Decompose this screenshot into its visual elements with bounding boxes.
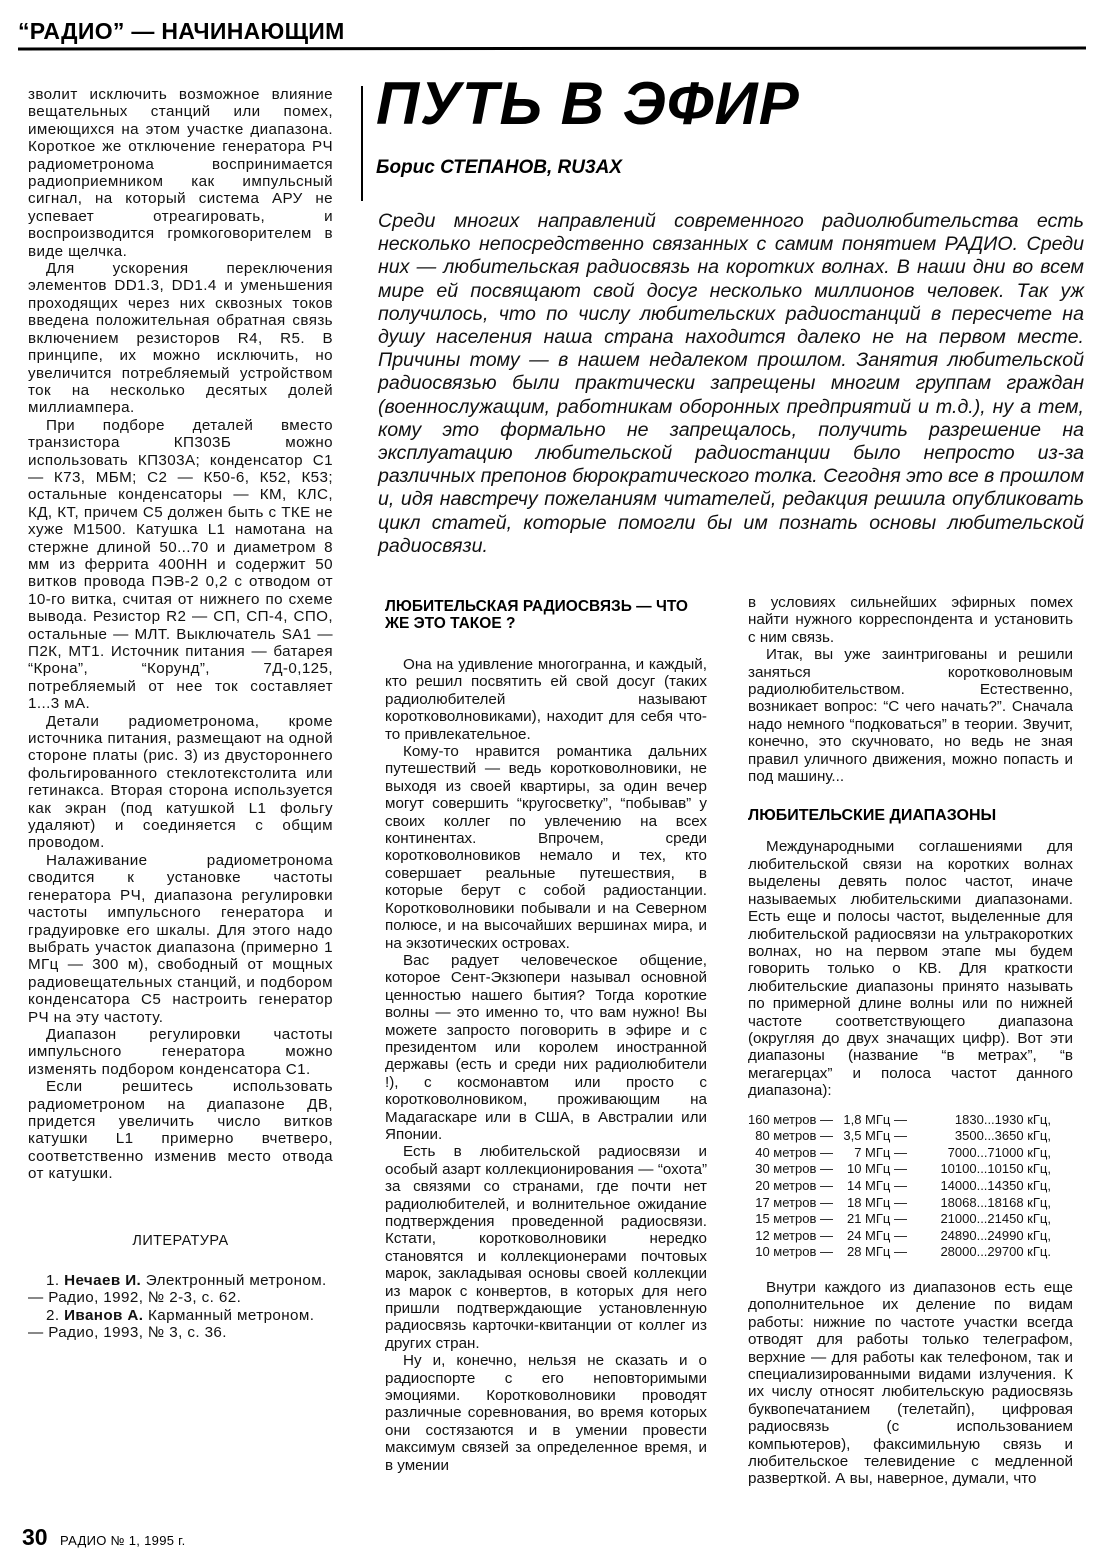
band-mhz: 18 МГц — <box>846 1194 907 1210</box>
band-meters: 20 метров — <box>755 1177 833 1193</box>
band-mhz: 10 МГц — <box>846 1161 907 1177</box>
band-row <box>748 1244 1051 1261</box>
band-mhz: 3,5 МГц — <box>843 1128 907 1144</box>
band-range: 28000...29700 кГц. <box>940 1244 1051 1260</box>
paragraph: Она на удивление многогранна, и каждый, кто решил посвятить ей свой досуг (таких радиолюбителей называют коротковолновиками), находит для себя что-то привлекательное. <box>385 656 707 743</box>
literature-item-text: Карманный метроном. — Радио, 1993, № 3, с. 36. <box>28 1306 315 1342</box>
paragraph: Международными соглашениями для любительской связи на коротких волнах выделены девять полос частот, иначе называемых любительскими диапазонами. Есть еще и полосы частот, выделенные для любительской радиосвязи на ультракоротких волнах, но на первом этапе мы будем говорить только о КВ. Для краткости любительские диапазоны принято называть по примерной длине волны или по нижней частоте соответствующего диапазона (округляя до двух значащих цифр). Вот эти диапазоны (название “в метрах”, “в мегагерцах” и полоса частот данного диапазона): <box>748 838 1073 1100</box>
section-heading-bands: ЛЮБИТЕЛЬСКИЕ ДИАПАЗОНЫ <box>748 807 997 825</box>
middle-column <box>385 656 707 1474</box>
literature-item <box>28 1272 333 1307</box>
band-row <box>748 1128 1051 1145</box>
literature-item <box>28 1307 333 1342</box>
band-meters: 12 метров — <box>755 1227 833 1243</box>
article-lead: Среди многих направлений современного радиолюбительства есть несколько непосредственно связанных с самим понятием РАДИО. Среди них — любительская радиосвязь на коротких волнах. В наши дни во всем мире ей посвящают свой досуг несколько миллионов человек. Так уж получилось, что по числу любительских радиостанций в пересчете на душу населения наша страна находится далеко не на первом месте. Причины тому — в нашем недалеком прошлом. Занятия любительской радиосвязью были практически запрещены многим группам граждан (военнослужащим, работникам оборонных предприятий и т.д.), ну а тем, кому это формально не запрещалось, получить разрешение на эксплуатацию любительской радиостанции было непросто из-за различных препонов бюрократического толка. Сегодня это все в прошлом и, идя навстречу пожеланиям читателей, редакция решила опубликовать цикл статей, которые помогли бы им познать основы любительской радиосвязи. <box>378 210 1085 557</box>
paragraph: в условиях сильнейших эфирных помех найти нужного корреспондента и установить с ним связь. <box>748 594 1073 646</box>
section-heading-what-is: ЛЮБИТЕЛЬСКАЯ РАДИОСВЯЗЬ — ЧТО ЖЕ ЭТО ТАКОЕ ? <box>385 598 688 632</box>
article-byline: Борис СТЕПАНОВ, RU3AX <box>376 157 622 178</box>
paragraph: Для ускорения переключения элементов DD1.3, DD1.4 и уменьшения проходящих через них сквозных токов введена положительная обратная связь включением резисторов R4, R5. В принципе, их можно исключить, но увеличится потребляемый устройством ток на несколько десятых долей миллиампера. <box>28 260 333 417</box>
band-mhz: 7 МГц — <box>854 1144 907 1160</box>
band-range: 21000...21450 кГц, <box>940 1211 1051 1227</box>
band-row <box>748 1211 1051 1228</box>
literature-heading: ЛИТЕРАТУРА <box>132 1232 229 1249</box>
band-range: 1830...1930 кГц, <box>954 1111 1051 1127</box>
band-meters: 30 метров — <box>755 1161 833 1177</box>
band-mhz: 14 МГц — <box>846 1177 907 1193</box>
paragraph: зволит исключить возможное влияние вещательных станций или помех, имеющихся на этом участке диапазона. Короткое же отключение генератора РЧ радиометронома воспринимается радиоприемником как импульсный сигнал, на который система АРУ не успевает отреагировать, и воспроизводится громкоговорителем в виде щелчка. <box>28 86 333 260</box>
paragraph: Налаживание радиометронома сводится к установке частоты генератора РЧ, диапазона регулировки частоты импульсного генератора и градуировке его шкалы. Для этого надо выбрать участок диапазона (примерно 1 МГц — 300 м), свободный от мощных радиовещательных станций, и подбором конденсатора С5 настроить генератор РЧ на эту частоту. <box>28 851 333 1026</box>
paragraph: Кому-то нравится романтика дальних путешествий — ведь коротковолновики, не выходя из своей квартиры, за один вечер могут совершить “кругосветку”, “побывав” у своих коллег по увлечению на всех континентах. Впрочем, среди коротковолновиков немало и тех, кто совершает реальные путешествия, в которые берут с собой радиостанции. Коротковолновики побывали и на Северном полюсе, и на высочайших вершинах мира, и на экзотических островах. <box>385 743 707 952</box>
paragraph: Внутри каждого из диапазонов есть еще дополнительное их деление по видам работы: нижние по частоте участки всегда отводят для работы только телеграфом, верхние — для работы как телефоном, так и специализированными видами излучения. К их числу относят любительскую радиосвязь буквопечатанием (телетайп), цифровая радиосвязь (с использованием компьютеров), факсимильную связь и любительское телевидение с медленной разверткой. А вы, наверное, думали, что <box>748 1278 1073 1488</box>
band-mhz: 21 МГц — <box>846 1211 907 1227</box>
band-range: 24890...24990 кГц, <box>940 1227 1051 1243</box>
literature-item-text: Электронный метроном. — Радио, 1992, № 2-3, с. 62. <box>28 1272 327 1307</box>
band-mhz: 1,8 МГц — <box>843 1111 907 1127</box>
band-range: 18068...18168 кГц, <box>940 1194 1051 1210</box>
paragraph: Есть в любительской радиосвязи и особый азарт коллекционирования — “охота” за связями со странами, где почти нет радиолюбителей, и волнительное ожидание подтверждения проведенной радиосвязи. Кстати, коротковолновики нередко становятся и коллекционерами почтовых марок, закладывая основы своей коллекции из марок с конвертов, в которых для него пришли подтверждающие установленную радиосвязь карточки-квитанции от коллег из других стран. <box>385 1143 707 1352</box>
band-row <box>748 1145 1051 1162</box>
band-mhz: 24 МГц — <box>846 1227 907 1243</box>
article-title: ПУТЬ В ЭФИР <box>376 70 800 137</box>
column-divider <box>361 86 363 201</box>
band-row <box>748 1161 1051 1178</box>
band-table <box>748 1112 1051 1261</box>
band-meters: 15 метров — <box>755 1211 833 1227</box>
band-range: 14000...14350 кГц, <box>940 1177 1051 1193</box>
issue-label: РАДИО № 1, 1995 г. <box>60 1533 186 1548</box>
band-row <box>748 1112 1051 1129</box>
paragraph: Диапазон регулировки частоты импульсного генератора можно изменять подбором конденсатора С1. <box>28 1025 333 1078</box>
band-meters: 160 метров — <box>748 1111 833 1127</box>
band-row <box>748 1195 1051 1212</box>
header-rule <box>18 47 1086 51</box>
band-row <box>748 1228 1051 1245</box>
paragraph: Детали радиометронома, кроме источника питания, размещают на одной стороне платы (рис. 3) из двустороннего фольгированного стеклотекстолита или гетинакса. Вторая сторона используется как экран (под катушкой L1 фольгу удаляют) и соединяется с общим проводом. <box>28 712 333 852</box>
literature-item-author: Иванов А. <box>64 1306 144 1324</box>
literature-item-number: 2. <box>46 1306 60 1324</box>
band-range: 3500...3650 кГц, <box>954 1128 1051 1144</box>
right-column <box>748 594 1073 1488</box>
paragraph: Если решитесь использовать радиометроном на диапазоне ДВ, придется увеличить число витков катушки L1 примерно вчетверо, соответственно изменив место отвода от катушки. <box>28 1078 333 1183</box>
literature-item-number: 1. <box>46 1272 60 1289</box>
page-number: 30 <box>22 1524 48 1550</box>
left-column <box>28 86 333 1342</box>
page-footer <box>22 1524 186 1551</box>
paragraph: Вас радует человеческое общение, которое Сент-Экзюпери называл основной ценностью нашего бытия? Тогда короткие волны — это именно то, что вам нужно! Вы можете запросто поговорить в эфире и с президентом или королем иностранной державы (есть и среди них радиолюбители !), с космонавтом или просто с коротковолновиком, проживающим на Мадагаскаре или в США, в Австралии или Японии. <box>385 951 707 1143</box>
band-meters: 40 метров — <box>755 1144 833 1160</box>
paragraph: Итак, вы уже заинтригованы и решили заняться коротковолновым радиолюбительством. Естественно, возникает вопрос: “С чего начать?”. Сначала надо немного “подковаться” в теории. Звучит, конечно, это скучновато, но ведь не зная правил уличного движения, можно попасть и под машину... <box>748 646 1073 786</box>
band-range: 7000...71000 кГц, <box>947 1144 1051 1160</box>
band-meters: 10 метров — <box>755 1244 833 1260</box>
band-meters: 17 метров — <box>755 1194 833 1210</box>
paragraph: При подборе деталей вместо транзистора КП303Б можно использовать КП303А; конденсатор С1 — К73, МБМ; С2 — К50-6, К52, К53; остальные конденсаторы — КМ, КЛС, КД, КТ, причем С5 должен быть с ТКЕ не хуже М1500. Катушка L1 намотана на стержне длиной 50...70 и диаметром 8 мм из феррита 400НН и содержит 50 витков провода ПЭВ-2 0,2 с отводом от 10-го витка, считая от нижнего по схеме вывода. Резистор R2 — СП, СП-4, СПО, остальные — МЛТ. Выключатель SA1 — П2К, МТ1. Источник питания — батарея “Крона”, “Корунд”, 7Д-0,125, потребляемый от нее ток составляет 1...3 мА. <box>28 416 333 713</box>
band-mhz: 28 МГц — <box>846 1244 907 1260</box>
literature-item-author: Нечаев И. <box>64 1272 142 1289</box>
section-header-title: “РАДИО” — НАЧИНАЮЩИМ <box>18 18 345 44</box>
paragraph: Ну и, конечно, нельзя не сказать и о радиоспорте с его неповторимыми эмоциями. Коротковолновики проводят различные соревнования, во время которых они состязаются и в умении провести максимум связей за определенное время, и в умении <box>385 1352 707 1474</box>
band-meters: 80 метров — <box>755 1128 833 1144</box>
band-range: 10100...10150 кГц, <box>940 1161 1051 1177</box>
band-row <box>748 1178 1051 1195</box>
